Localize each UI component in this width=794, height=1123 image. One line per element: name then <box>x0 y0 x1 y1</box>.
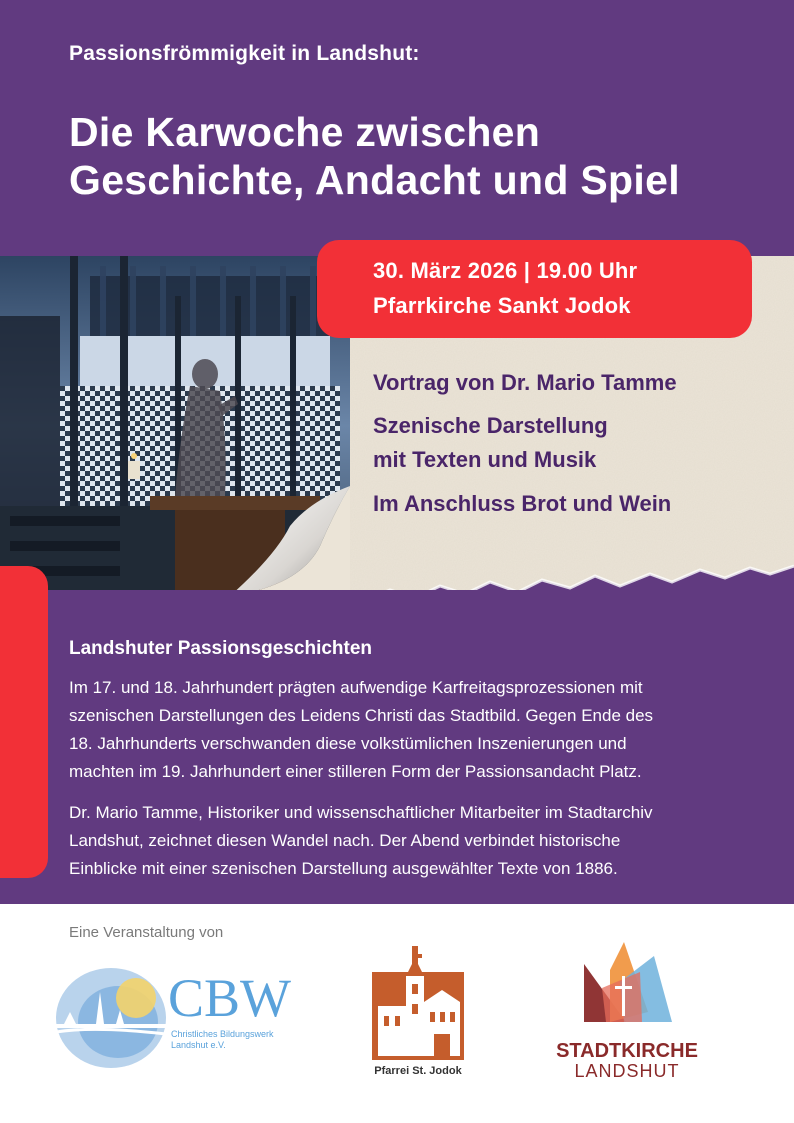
event-date-time: 30. März 2026 | 19.00 Uhr <box>373 258 638 283</box>
program-bread-wine: Im Anschluss Brot und Wein <box>373 491 672 516</box>
stadtkirche-logo <box>550 942 704 1082</box>
cbw-logo <box>56 962 306 1074</box>
stadtkirche-line-2: LANDSHUT <box>574 1061 680 1081</box>
paragraph-1 <box>69 674 769 786</box>
stadtkirche-icon <box>550 942 704 1082</box>
paragraph-line: 18. Jahrhunderts verschwanden diese volkstümlichen Inszenierungen und <box>69 734 627 753</box>
program-lecture: Vortrag von Dr. Mario Tamme <box>373 370 677 395</box>
paragraph-line: Im 17. und 18. Jahrhundert prägten aufwendige Karfreitagsprozessionen mit <box>69 678 643 697</box>
paragraph-line: Einblicke mit einer szenischen Darstellung ausgewählter Texte von 1886. <box>69 859 618 878</box>
cbw-sub-line-1: Christliches Bildungswerk <box>171 1029 274 1039</box>
paragraph-line: Landshut, zeichnet diesen Wandel nach. Der Abend verbindet historische <box>69 831 621 850</box>
paragraph-line: machten im 19. Jahrhundert einer stilleren Form der Passionsandacht Platz. <box>69 762 642 781</box>
church-photo <box>0 256 350 596</box>
event-location: Pfarrkirche Sankt Jodok <box>373 293 631 318</box>
cbw-abbr: CBW <box>168 968 292 1028</box>
section-title: Landshuter Passionsgeschichten <box>69 638 373 659</box>
title-line-2: Geschichte, Andacht und Spiel <box>69 157 680 203</box>
pfarrei-logo <box>368 946 468 1082</box>
paragraph-2 <box>69 799 769 883</box>
pfarrei-church-icon <box>368 946 468 1082</box>
cbw-logo-icon <box>56 962 306 1074</box>
title-line-1: Die Karwoche zwischen <box>69 109 541 155</box>
organizer-label: Eine Veranstaltung von <box>69 924 224 941</box>
page-title <box>69 108 769 204</box>
kicker-text: Passionsfrömmigkeit in Landshut: <box>69 42 420 65</box>
paragraph-line: Dr. Mario Tamme, Historiker und wissenschaftlicher Mitarbeiter im Stadtarchiv <box>69 803 653 822</box>
red-accent-tab <box>0 566 48 878</box>
cbw-sub-line-2: Landshut e.V. <box>171 1040 226 1050</box>
program-scenic-line-1: Szenische Darstellung <box>373 413 608 438</box>
program-scenic-line-2: mit Texten und Musik <box>373 447 597 472</box>
date-banner <box>317 240 752 338</box>
pfarrei-label: Pfarrei St. Jodok <box>374 1065 462 1077</box>
stadtkirche-line-1: STADTKIRCHE <box>556 1040 698 1062</box>
paragraph-line: szenischen Darstellungen des Leidens Christi das Stadtbild. Gegen Ende des <box>69 706 654 725</box>
